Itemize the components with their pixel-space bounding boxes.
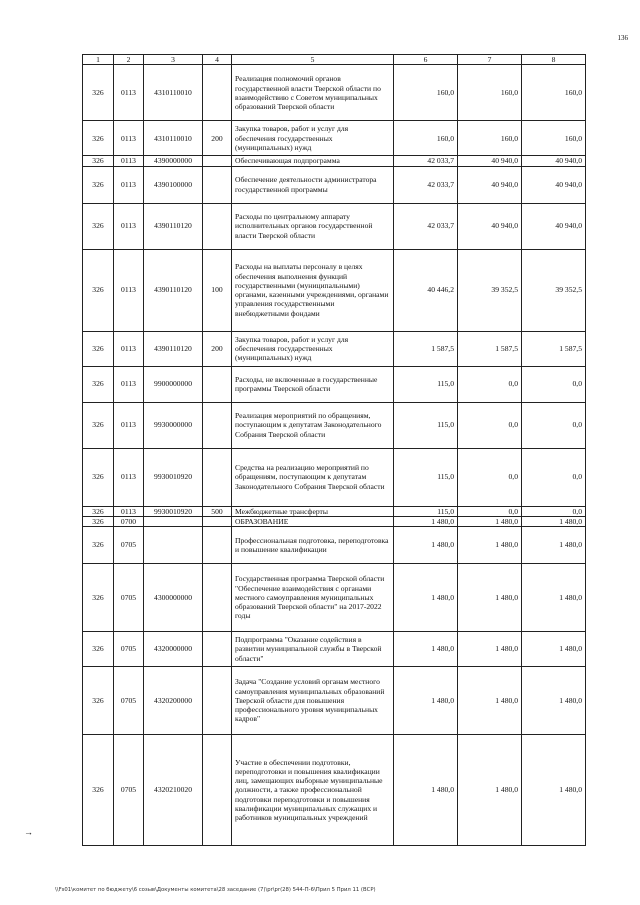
cell-admin: 326 (83, 203, 114, 249)
cell-amount-3: 1 480,0 (522, 516, 586, 526)
cell-amount-3: 1 480,0 (522, 667, 586, 735)
table-row (83, 527, 586, 564)
table-row (83, 448, 586, 506)
table-row (83, 667, 586, 735)
cell-expense-type: 200 (203, 331, 232, 366)
footer-file-path: \\Fs01\комитет по бюджету\6 созыв\Документы комитета\28 заседание (7)\pr\pr(28) 544-П-6\Прил 5 Прил 11 (ВСР) (55, 887, 376, 893)
cell-amount-1: 1 480,0 (394, 735, 458, 846)
cell-name: Государственная программа Тверской области "Обеспечение взаимодействия с органами местного самоуправления муниципальных образований Тверской области" на 2017-2022 годы (232, 564, 394, 632)
cell-amount-1: 1 480,0 (394, 527, 458, 564)
cell-admin: 326 (83, 667, 114, 735)
table-row (83, 331, 586, 366)
cell-amount-3: 1 587,5 (522, 331, 586, 366)
cell-amount-2: 0,0 (458, 402, 522, 448)
cell-target-article: 9930010920 (144, 448, 203, 506)
cell-amount-1: 115,0 (394, 506, 458, 516)
cell-name: Реализация мероприятий по обращениям, поступающим к депутатам Законодательного Собрания Тверской области (232, 402, 394, 448)
cell-amount-3: 39 352,5 (522, 249, 586, 331)
cell-expense-type (203, 203, 232, 249)
cell-amount-3: 0,0 (522, 402, 586, 448)
cell-expense-type (203, 166, 232, 203)
table-row (83, 249, 586, 331)
cell-expense-type (203, 667, 232, 735)
cell-expense-type (203, 632, 232, 667)
table-row (83, 506, 586, 516)
cell-target-article: 4390110120 (144, 203, 203, 249)
cell-amount-2: 39 352,5 (458, 249, 522, 331)
cell-section: 0705 (114, 735, 144, 846)
cell-target-article: 4390100000 (144, 166, 203, 203)
header-col-6: 6 (394, 55, 458, 65)
cell-amount-3: 40 940,0 (522, 156, 586, 166)
cell-name: Задача "Создание условий органам местного самоуправления муниципальных образований Тверской области для повышения профессионального уровня муниципальных кадров" (232, 667, 394, 735)
cell-admin: 326 (83, 632, 114, 667)
table-row (83, 564, 586, 632)
cell-amount-1: 115,0 (394, 448, 458, 506)
cell-admin: 326 (83, 448, 114, 506)
cell-expense-type (203, 402, 232, 448)
cell-name: Обеспечивающая подпрограмма (232, 156, 394, 166)
table-row (83, 402, 586, 448)
cell-section: 0700 (114, 516, 144, 526)
cell-expense-type (203, 516, 232, 526)
cell-admin: 326 (83, 331, 114, 366)
cell-amount-3: 40 940,0 (522, 166, 586, 203)
cell-amount-2: 40 940,0 (458, 156, 522, 166)
header-col-1: 1 (83, 55, 114, 65)
margin-arrow-mark: → (24, 827, 33, 837)
cell-expense-type (203, 527, 232, 564)
cell-expense-type: 200 (203, 121, 232, 156)
cell-name: Расходы по центральному аппарату исполнительных органов государственной власти Тверской области (232, 203, 394, 249)
cell-amount-3: 1 480,0 (522, 527, 586, 564)
table-row (83, 516, 586, 526)
cell-amount-1: 160,0 (394, 121, 458, 156)
cell-expense-type (203, 735, 232, 846)
cell-amount-3: 160,0 (522, 65, 586, 121)
cell-amount-2: 0,0 (458, 366, 522, 402)
cell-name: Межбюджетные трансферты (232, 506, 394, 516)
header-col-2: 2 (114, 55, 144, 65)
cell-section: 0113 (114, 156, 144, 166)
table-row (83, 121, 586, 156)
table-row (83, 735, 586, 846)
cell-amount-2: 1 480,0 (458, 632, 522, 667)
cell-section: 0113 (114, 203, 144, 249)
budget-table (82, 54, 586, 846)
cell-amount-3: 0,0 (522, 506, 586, 516)
cell-section: 0113 (114, 121, 144, 156)
cell-name: Обеспечение деятельности администратора государственной программы (232, 166, 394, 203)
cell-amount-1: 1 480,0 (394, 516, 458, 526)
cell-amount-1: 1 587,5 (394, 331, 458, 366)
cell-expense-type: 500 (203, 506, 232, 516)
cell-admin: 326 (83, 735, 114, 846)
table-row (83, 632, 586, 667)
cell-target-article: 4310110010 (144, 65, 203, 121)
cell-name: ОБРАЗОВАНИЕ (232, 516, 394, 526)
cell-section: 0113 (114, 65, 144, 121)
cell-amount-1: 1 480,0 (394, 667, 458, 735)
cell-target-article: 9900000000 (144, 366, 203, 402)
cell-amount-1: 115,0 (394, 402, 458, 448)
cell-amount-3: 40 940,0 (522, 203, 586, 249)
cell-amount-2: 1 587,5 (458, 331, 522, 366)
cell-amount-3: 0,0 (522, 366, 586, 402)
cell-expense-type (203, 65, 232, 121)
cell-target-article (144, 527, 203, 564)
cell-admin: 326 (83, 506, 114, 516)
cell-admin: 326 (83, 402, 114, 448)
cell-expense-type: 100 (203, 249, 232, 331)
cell-admin: 326 (83, 366, 114, 402)
cell-amount-2: 0,0 (458, 506, 522, 516)
cell-admin: 326 (83, 564, 114, 632)
cell-target-article: 4300000000 (144, 564, 203, 632)
cell-section: 0705 (114, 667, 144, 735)
cell-name: Расходы, не включенные в государственные программы Тверской области (232, 366, 394, 402)
table-row (83, 65, 586, 121)
cell-target-article: 4320000000 (144, 632, 203, 667)
cell-section: 0113 (114, 448, 144, 506)
cell-admin: 326 (83, 527, 114, 564)
cell-target-article: 4320200000 (144, 667, 203, 735)
cell-section: 0705 (114, 564, 144, 632)
cell-amount-3: 160,0 (522, 121, 586, 156)
cell-amount-3: 1 480,0 (522, 632, 586, 667)
cell-amount-2: 160,0 (458, 65, 522, 121)
cell-amount-2: 40 940,0 (458, 203, 522, 249)
cell-expense-type (203, 366, 232, 402)
cell-amount-2: 1 480,0 (458, 735, 522, 846)
table-row (83, 203, 586, 249)
cell-name: Подпрограмма "Оказание содействия в развитии муниципальной службы в Тверской области" (232, 632, 394, 667)
header-row (83, 55, 586, 65)
header-col-5: 5 (232, 55, 394, 65)
cell-name: Профессиональная подготовка, переподготовка и повышение квалификации (232, 527, 394, 564)
cell-section: 0113 (114, 166, 144, 203)
budget-table-container (82, 54, 585, 846)
cell-expense-type (203, 156, 232, 166)
header-col-3: 3 (144, 55, 203, 65)
cell-amount-2: 160,0 (458, 121, 522, 156)
cell-admin: 326 (83, 249, 114, 331)
cell-admin: 326 (83, 156, 114, 166)
table-row (83, 156, 586, 166)
cell-admin: 326 (83, 166, 114, 203)
cell-amount-3: 1 480,0 (522, 735, 586, 846)
cell-target-article: 4390110120 (144, 249, 203, 331)
cell-amount-1: 160,0 (394, 65, 458, 121)
cell-section: 0113 (114, 402, 144, 448)
cell-name: Средства на реализацию мероприятий по обращениям, поступающим к депутатам Законодательного Собрания Тверской области (232, 448, 394, 506)
cell-amount-3: 0,0 (522, 448, 586, 506)
cell-target-article: 9930000000 (144, 402, 203, 448)
cell-target-article: 4320210020 (144, 735, 203, 846)
cell-amount-1: 1 480,0 (394, 564, 458, 632)
cell-amount-2: 0,0 (458, 448, 522, 506)
cell-name: Участие в обеспечении подготовки, переподготовки и повышения квалификации лиц, замещающих выборные муниципальные должности, а также профессиональной подготовки переподготовки и повышения квалификации муниципальных служащих и работников муниципальных учреждений (232, 735, 394, 846)
cell-admin: 326 (83, 65, 114, 121)
cell-expense-type (203, 448, 232, 506)
header-col-4: 4 (203, 55, 232, 65)
cell-name: Расходы на выплаты персоналу в целях обеспечения выполнения функций государственными (муниципальными) органами, казенными учреждениями, органами управления государственными внебюджетными фондами (232, 249, 394, 331)
header-col-8: 8 (522, 55, 586, 65)
cell-target-article: 4390000000 (144, 156, 203, 166)
page-number: 136 (617, 34, 628, 42)
cell-section: 0705 (114, 632, 144, 667)
cell-target-article: 4390110120 (144, 331, 203, 366)
cell-section: 0113 (114, 331, 144, 366)
cell-amount-2: 1 480,0 (458, 667, 522, 735)
table-row (83, 166, 586, 203)
cell-target-article (144, 516, 203, 526)
cell-amount-2: 1 480,0 (458, 527, 522, 564)
cell-amount-3: 1 480,0 (522, 564, 586, 632)
cell-amount-2: 1 480,0 (458, 516, 522, 526)
header-col-7: 7 (458, 55, 522, 65)
cell-amount-1: 115,0 (394, 366, 458, 402)
cell-name: Закупка товаров, работ и услуг для обеспечения государственных (муниципальных) нужд (232, 121, 394, 156)
cell-section: 0113 (114, 249, 144, 331)
cell-target-article: 4310110010 (144, 121, 203, 156)
cell-expense-type (203, 564, 232, 632)
cell-amount-2: 1 480,0 (458, 564, 522, 632)
cell-amount-2: 40 940,0 (458, 166, 522, 203)
cell-name: Закупка товаров, работ и услуг для обеспечения государственных (муниципальных) нужд (232, 331, 394, 366)
cell-name: Реализация полномочий органов государственной власти Тверской области по взаимодействию с Советом муниципальных образований Тверской области (232, 65, 394, 121)
cell-section: 0113 (114, 366, 144, 402)
cell-amount-1: 42 033,7 (394, 203, 458, 249)
cell-amount-1: 42 033,7 (394, 156, 458, 166)
cell-amount-1: 1 480,0 (394, 632, 458, 667)
cell-section: 0705 (114, 527, 144, 564)
cell-admin: 326 (83, 516, 114, 526)
table-row (83, 366, 586, 402)
cell-admin: 326 (83, 121, 114, 156)
cell-amount-1: 40 446,2 (394, 249, 458, 331)
cell-target-article: 9930010920 (144, 506, 203, 516)
cell-amount-1: 42 033,7 (394, 166, 458, 203)
cell-section: 0113 (114, 506, 144, 516)
